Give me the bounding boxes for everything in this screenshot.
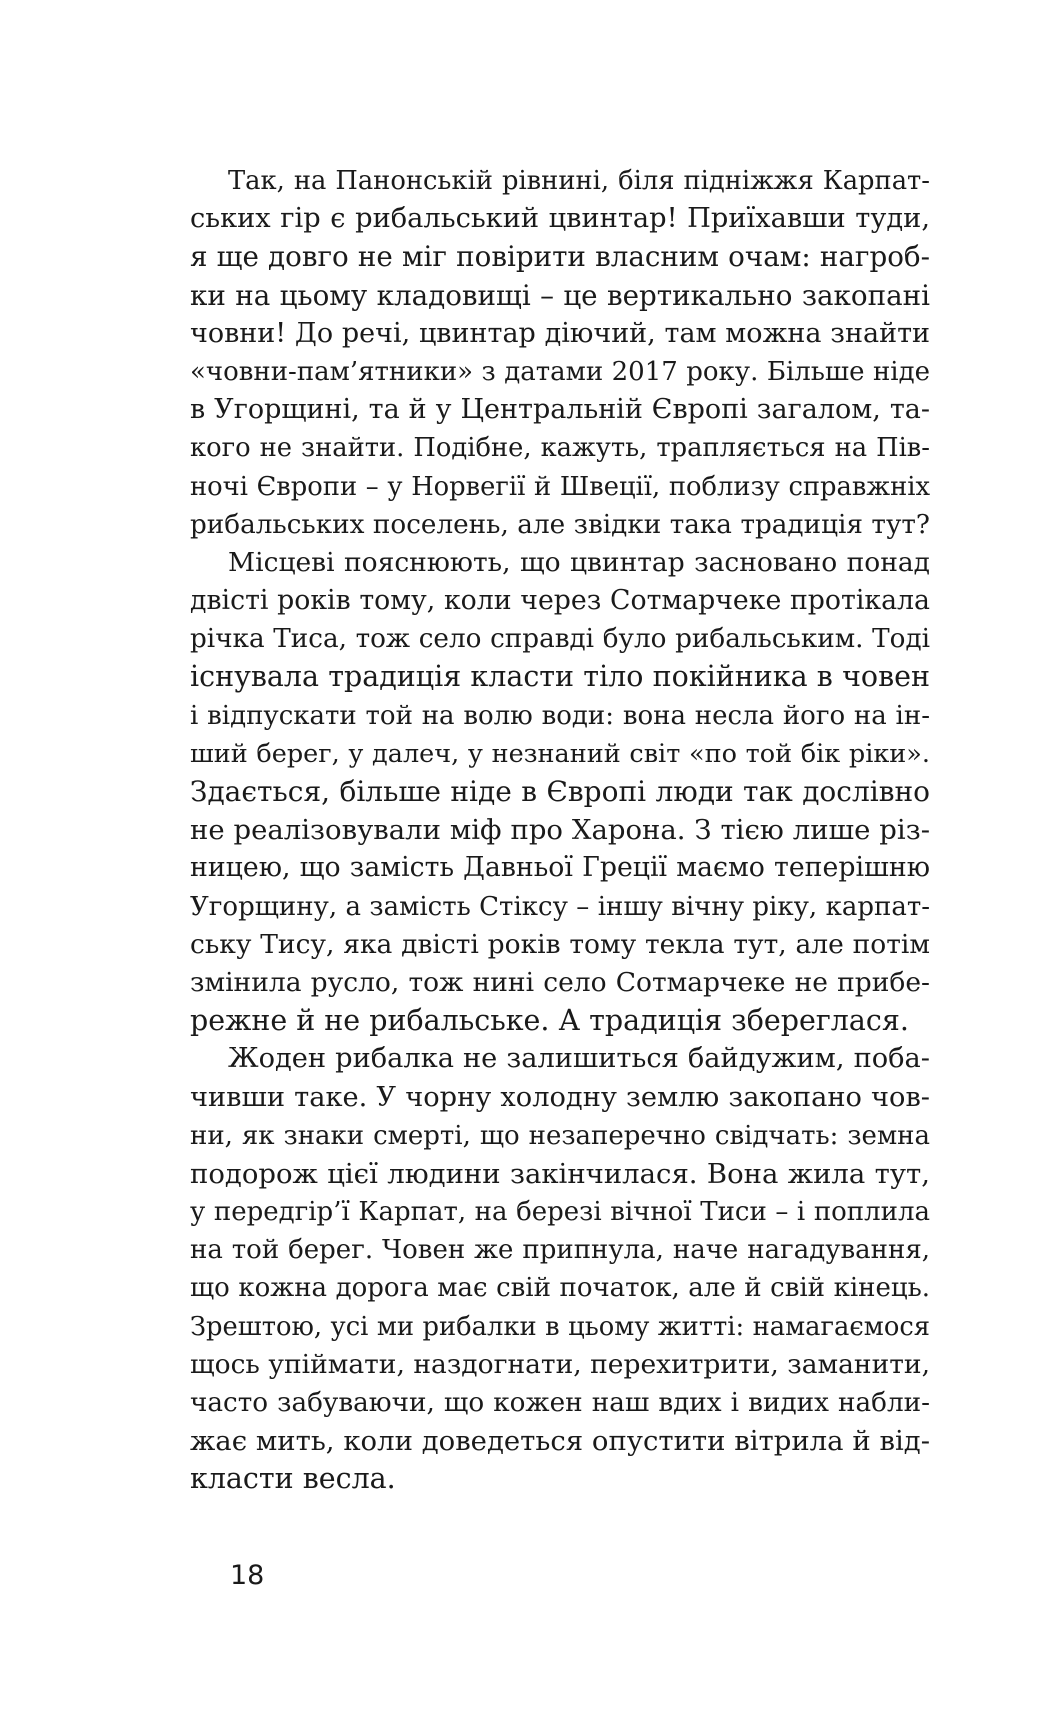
text-line: Так, на Панонській рівнині, біля підніжжя Карпат- <box>228 166 930 196</box>
text-line: кого не знайти. Подібне, кажуть, трапляється на Пів- <box>190 433 930 464</box>
text-line: чивши таке. У чорну холодну землю закопано чов- <box>190 1081 930 1113</box>
text-line: ки на цьому кладовищі – це вертикально закопані <box>190 278 930 312</box>
page-number: 18 <box>230 1560 265 1591</box>
text-line: двісті років тому, коли через Сотмарчеке протікала <box>190 585 930 617</box>
text-line: Здається, більше ніде в Європі люди так дослівно <box>190 775 930 808</box>
text-line: я ще довго не міг повірити власним очам: нагроб- <box>190 240 930 274</box>
text-line: ночі Європи – у Норвегії й Швеції, поблизу справжніх <box>190 471 930 502</box>
text-line: ську Тису, яка двісті років тому текла тут, але потім <box>190 928 930 960</box>
text-line: подорож цієї людини закінчилася. Вона жила тут, <box>190 1157 930 1190</box>
text-line: класти весла. <box>190 1462 396 1496</box>
text-line: Жоден рибалка не залишиться байдужим, поба- <box>228 1043 930 1075</box>
text-line: щось упіймати, наздогнати, перехитрити, заманити, <box>190 1348 930 1380</box>
text-line: «човни-пам’ятники» з датами 2017 року. Більше ніде <box>190 356 930 387</box>
text-line: човни! До речі, цвинтар діючий, там можна знайти <box>190 317 930 349</box>
text-line: рибальських поселень, але звідки така традиція тут? <box>190 509 930 540</box>
text-line: жає мить, коли доведеться опустити вітрила й від- <box>190 1425 930 1458</box>
text-line: існувала традиція класти тіло покійника в човен <box>190 660 930 694</box>
text-line: в Угорщині, та й у Центральній Європі загалом, та- <box>190 394 930 426</box>
text-line: часто забуваючи, що кожен наш вдих і видих набли- <box>190 1388 930 1418</box>
text-line: Угорщину, а замість Стіксу – іншу вічну ріку, карпат- <box>190 891 930 922</box>
paragraph <box>190 1040 930 1498</box>
text-line: на той берег. Човен же припнула, наче нагадування, <box>190 1235 930 1266</box>
text-line: режне й не рибальське. А традиція збереглася. <box>190 1004 909 1038</box>
text-line: ницею, що замість Давньої Греції маємо теперішню <box>190 852 930 884</box>
text-line: ни, як знаки смерті, що незаперечно свідчать: земна <box>190 1120 930 1151</box>
text-line: змінила русло, тож нині село Сотмарчеке не прибе- <box>190 966 930 998</box>
text-line: ських гір є рибальський цвинтар! Приїхавши туди, <box>190 203 930 235</box>
paragraph <box>190 162 930 544</box>
text-line: ший берег, у далеч, у незнаний світ «по той бік ріки». <box>190 738 930 769</box>
text-line: річка Тиса, тож село справді було рибальським. Тоді <box>190 624 930 655</box>
body-text <box>190 162 930 1499</box>
text-line: Зрештою, усі ми рибалки в цьому житті: намагаємося <box>190 1311 930 1342</box>
paragraph <box>190 544 930 1040</box>
text-line: що кожна дорога має свій початок, але й свій кінець. <box>190 1273 930 1304</box>
text-line: не реалізовували міф про Харона. З тією лише різ- <box>190 814 930 847</box>
text-line: Місцеві пояснюють, що цвинтар засновано понад <box>228 546 930 578</box>
text-line: у передгір’ї Карпат, на березі вічної Тиси – і поплила <box>190 1197 930 1228</box>
text-line: і відпускати той на волю води: вона несла його на ін- <box>190 700 930 731</box>
